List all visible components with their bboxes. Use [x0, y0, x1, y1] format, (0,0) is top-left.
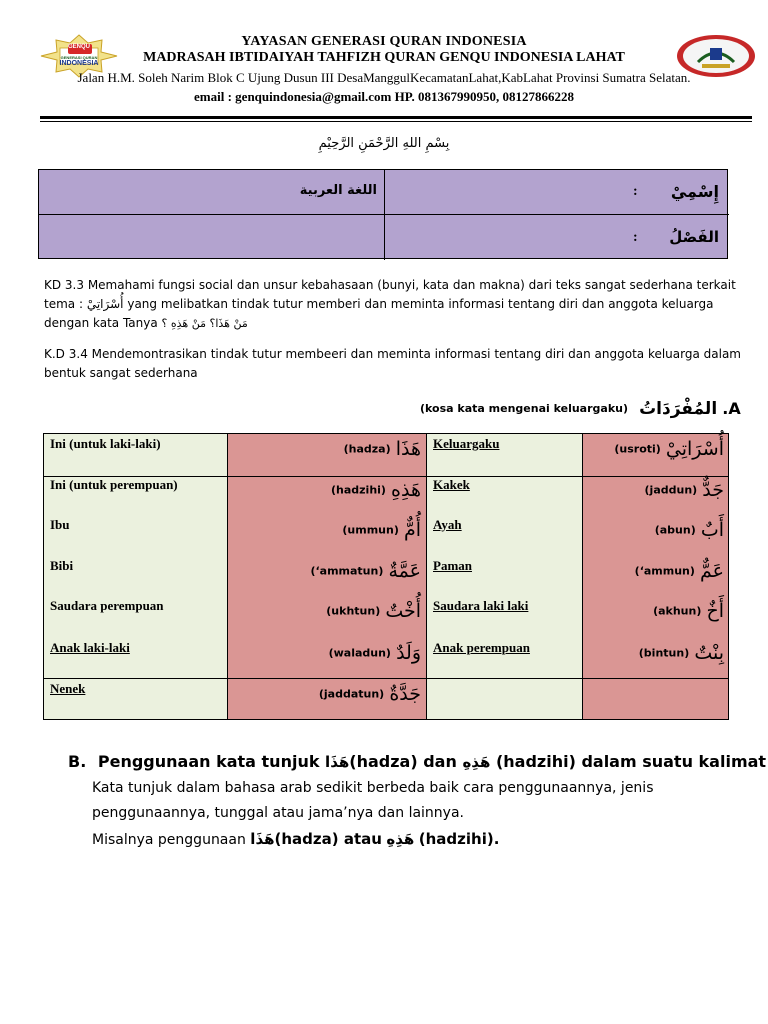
kd-3-3-tema: tema :: [44, 297, 83, 311]
section-b-hadzihi-arabic: هَذِهِ: [462, 753, 491, 771]
vocab-label-left: Ini (untuk perempuan): [50, 477, 178, 492]
vocab-label-left: Nenek: [50, 681, 86, 696]
vocab-word: بِنْتٌ: [694, 642, 724, 664]
vocab-label-left: Ibu: [50, 517, 70, 532]
vocab-translit: (ummun): [342, 523, 399, 537]
vocab-label-left: Ini (untuk laki-laki): [50, 436, 161, 451]
section-b-letter: B.: [68, 752, 87, 771]
identity-table-divider: [384, 170, 385, 260]
vocab-translit: (abun): [654, 523, 696, 537]
vocab-arabic-left: [344, 438, 421, 460]
vocab-label-left: Saudara perempuan: [50, 598, 164, 613]
foundation-name: YAYASAN GENERASI QURAN INDONESIA: [241, 34, 527, 49]
name-label: إِسْمِيْ: [670, 182, 719, 201]
kd-3-3-theme-arabic: أُسْرَاتِيْ: [86, 297, 124, 311]
vocab-arabic-left: [310, 560, 421, 582]
logo-text-mid: GENERASI QURAN: [60, 55, 98, 60]
kd-3-4-line2: bentuk sangat sederhana: [44, 366, 198, 380]
identity-table: [38, 169, 728, 259]
section-b-title-part1: Penggunaan kata tunjuk: [97, 752, 320, 771]
vocab-word: عَمَّةٌ: [388, 560, 421, 582]
vocab-word: وَلَدٌ: [396, 642, 421, 664]
vocab-arabic-right: [639, 642, 724, 664]
section-a-heading: [420, 398, 750, 419]
vocab-translit: (waladun): [328, 646, 391, 660]
section-b-example-hadza: هَذَا: [250, 830, 275, 848]
vocab-word: أَبٌ: [700, 519, 724, 541]
vocab-translit: (bintun): [638, 646, 690, 660]
logo-text-top: GENQU: [67, 44, 90, 50]
kd-3-3-line2: [44, 295, 744, 314]
school-contact: email : genquindonesia@gmail.com HP. 081367990950, 08127866228: [194, 89, 574, 104]
school-address: Jalan H.M. Soleh Narim Blok C Ujung Dusun III DesaManggulKecamatanLahat,KabLahat Provinsi Sumatra Selatan.: [77, 70, 691, 85]
vocabulary-table: [43, 433, 729, 720]
vocab-arabic-right: [655, 519, 724, 541]
vocab-word: أُسْرَاتِيْ: [665, 438, 724, 460]
kd-3-3-question-arabic: مَنْ هَذَا؟ مَنْ هَذِهِ ؟: [161, 317, 248, 330]
school-name: MADRASAH IBTIDAIYAH TAHFIZH QURAN GENQU INDONESIA LAHAT: [143, 50, 625, 65]
section-a-title-arabic: المُفْرَدَاتُ: [639, 398, 718, 419]
name-colon: :: [633, 184, 638, 199]
vocab-arabic-left: [326, 600, 421, 622]
vocab-translit: (akhun): [653, 604, 702, 618]
vocab-word: أُمٌّ: [403, 519, 421, 541]
vocab-translit: (jaddatun): [318, 687, 385, 701]
vocab-label-right: Saudara laki laki: [433, 598, 529, 613]
section-b-example-hadzihi: هَذِهِ: [386, 830, 415, 848]
vocab-label-left: Anak laki-laki: [50, 640, 130, 655]
vocab-arabic-left: [331, 479, 421, 501]
section-b-title-part3: (hadzihi) dalam suatu kalimat: [495, 752, 767, 771]
section-b-heading: [68, 752, 766, 771]
vocab-arabic-right: [653, 600, 724, 622]
subject-label: اللغة العربية: [299, 183, 377, 198]
vocab-label-right: Ayah: [433, 517, 462, 532]
section-b-example-text: Misalnya penggunaan: [92, 832, 246, 848]
section-b-title-part2: (hadza) dan: [349, 752, 457, 771]
vocab-translit: (hadzihi): [330, 483, 386, 497]
section-a-note: (kosa kata mengenai keluargaku): [420, 402, 628, 415]
logo-text-bottom: INDONESIA: [59, 60, 99, 67]
header-divider: [40, 116, 752, 119]
kd-3-3-line3: [44, 314, 744, 333]
section-b-example-end: (hadzihi).: [418, 830, 500, 848]
section-b-paragraph-line2: penggunaannya, tunggal atau jama’nya dan lainnya.: [92, 805, 464, 821]
vocab-word: أُخْتٌ: [385, 600, 421, 622]
row-divider-2: [44, 678, 728, 679]
vocab-word: هَذَا: [395, 438, 421, 460]
vocab-translit: (‘ammatun): [310, 564, 384, 578]
kd-3-4-line1: K.D 3.4 Mendemontrasikan tindak tutur membeeri dan meminta informasi tentang diri dan anggota keluarga dalam: [44, 347, 741, 361]
vocab-word: جَدَّةٌ: [389, 683, 421, 705]
class-colon: :: [633, 230, 638, 245]
section-a-letter: .A: [722, 399, 741, 418]
section-b-example-atau: (hadza) atau: [274, 830, 382, 848]
class-label: الفَصْلُ: [669, 228, 719, 246]
section-b-hadza-arabic: هَذَا: [325, 753, 350, 771]
vocab-label-right: Keluargaku: [433, 436, 500, 451]
vocab-translit: (‘ammun): [634, 564, 695, 578]
section-b-paragraph-line1: Kata tunjuk dalam bahasa arab sedikit berbeda baik cara penggunaannya, jenis: [92, 780, 654, 796]
vocab-label-left: Bibi: [50, 558, 74, 573]
vocab-translit: (usroti): [614, 442, 661, 456]
identity-table-row-divider: [39, 214, 729, 215]
vocab-word: جَدٌّ: [702, 479, 724, 501]
vocab-arabic-left: [329, 642, 421, 664]
vocab-translit: (hadza): [343, 442, 391, 456]
kd-3-3-line1: KD 3.3 Memahami fungsi social dan unsur kebahasaan (bunyi, kata dan makna) dari teks sangat sederhana terkait: [44, 278, 736, 292]
vocab-translit: (ukhtun): [326, 604, 381, 618]
header-divider-thin: [40, 121, 752, 122]
vocab-label-right: Kakek: [433, 477, 470, 492]
vocab-translit: (jaddun): [644, 483, 698, 497]
vocab-label-right: Anak perempuan: [433, 640, 530, 655]
section-b-paragraph-line3: [92, 830, 499, 848]
kd-3-3-line2-text: yang melibatkan tindak tutur memberi dan meminta informasi tentang diri dan anggota keluarga: [127, 297, 714, 311]
vocab-label-right: Paman: [433, 558, 472, 573]
vocab-word: هَذِهِ: [391, 479, 421, 501]
vocab-arabic-left: [342, 519, 421, 541]
vocab-word: عَمٌّ: [700, 560, 724, 582]
vocab-arabic-right: [645, 479, 724, 501]
basmala: بِسْمِ اللهِ الرَّحْمَنِ الرَّحِيْمِ: [318, 136, 450, 151]
vocab-arabic-left: [319, 683, 421, 705]
vocab-arabic-right: [635, 560, 724, 582]
vocab-arabic-right: [614, 438, 724, 460]
vocab-word: أَخٌ: [706, 600, 724, 622]
kd-3-3-question-label: dengan kata Tanya: [44, 316, 158, 330]
